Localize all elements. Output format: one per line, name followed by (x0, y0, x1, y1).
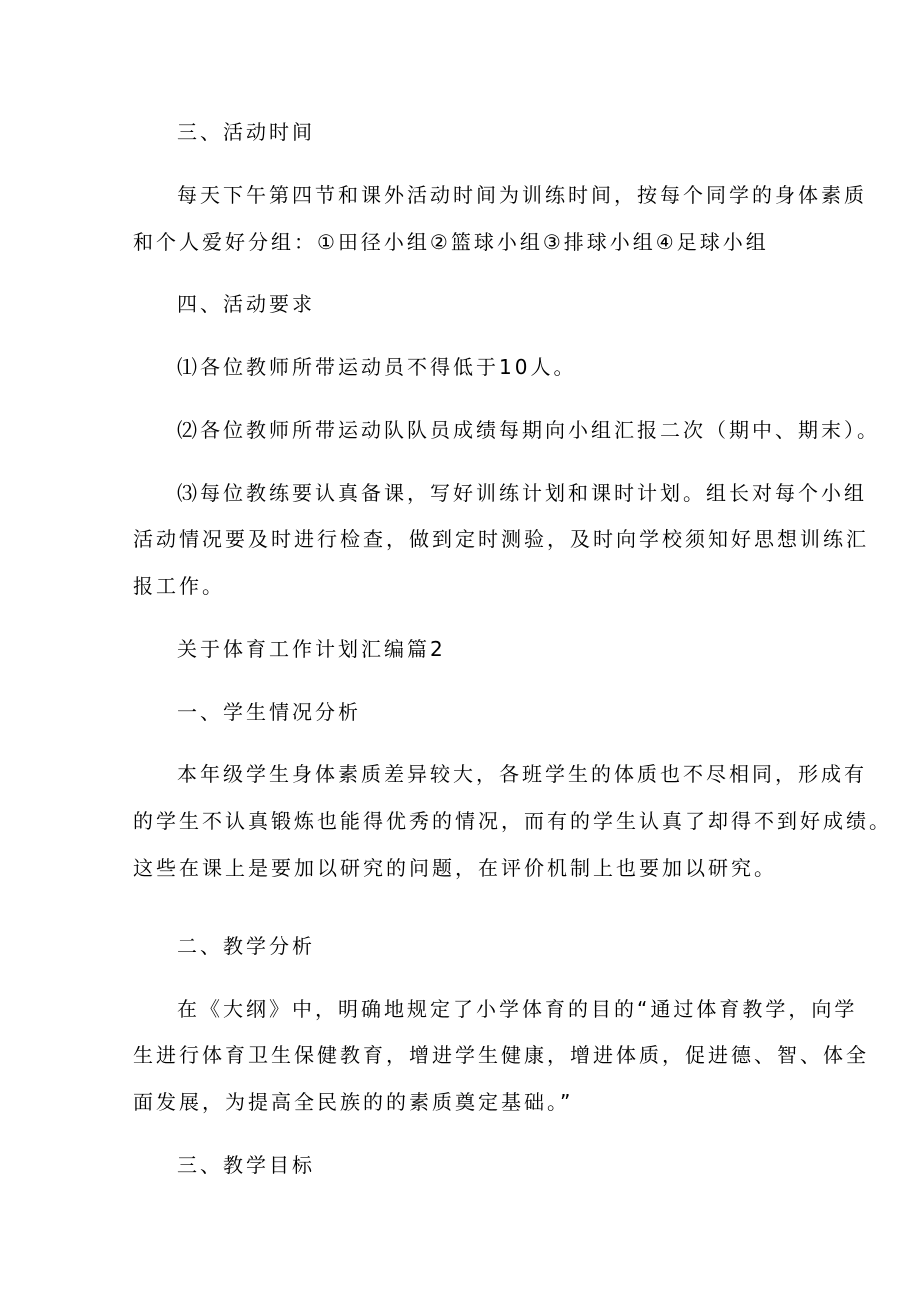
paragraph-line: 面发展，为提高全民族的的素质奠定基础。” (133, 1090, 574, 1114)
paragraph-line: 和个人爱好分组：①田径小组②篮球小组③排球小组④足球小组 (133, 230, 769, 254)
section-heading-activity-requirements: 四、活动要求 (177, 292, 315, 316)
requirement-item-2: ⑵各位教师所带运动队队员成绩每期向小组汇报二次（期中、期末）。 (177, 418, 880, 442)
section-heading-activity-time: 三、活动时间 (177, 120, 315, 144)
paragraph-line: 的学生不认真锻炼也能得优秀的情况，而有的学生认真了却得不到好成绩。 (133, 809, 892, 833)
requirement-item-1: ⑴各位教师所带运动员不得低于10人。 (177, 355, 577, 379)
requirement-item-3: ⑶每位教练要认真备课，写好训练计划和课时计划。组长对每个小组 (177, 481, 867, 505)
paragraph-line: 生进行体育卫生保健教育，增进学生健康，增进体质，促进德、智、体全 (133, 1043, 869, 1067)
paragraph-line: 本年级学生身体素质差异较大，各班学生的体质也不尽相同，形成有 (177, 762, 867, 786)
part-title: 关于体育工作计划汇编篇2 (177, 637, 446, 661)
paragraph-line: 每天下午第四节和课外活动时间为训练时间，按每个同学的身体素质 (177, 183, 867, 207)
paragraph-line: 报工作。 (133, 574, 225, 598)
section-heading-teaching-analysis: 二、教学分析 (177, 934, 315, 958)
paragraph-line: 在《大纲》中，明确地规定了小学体育的目的“通过体育教学，向学 (177, 997, 858, 1021)
paragraph-line: 这些在课上是要加以研究的问题，在评价机制上也要加以研究。 (133, 856, 777, 880)
section-heading-student-analysis: 一、学生情况分析 (177, 700, 361, 724)
section-heading-teaching-goals: 三、教学目标 (177, 1153, 315, 1177)
paragraph-line: 活动情况要及时进行检查，做到定时测验，及时向学校须知好思想训练汇 (133, 527, 869, 551)
